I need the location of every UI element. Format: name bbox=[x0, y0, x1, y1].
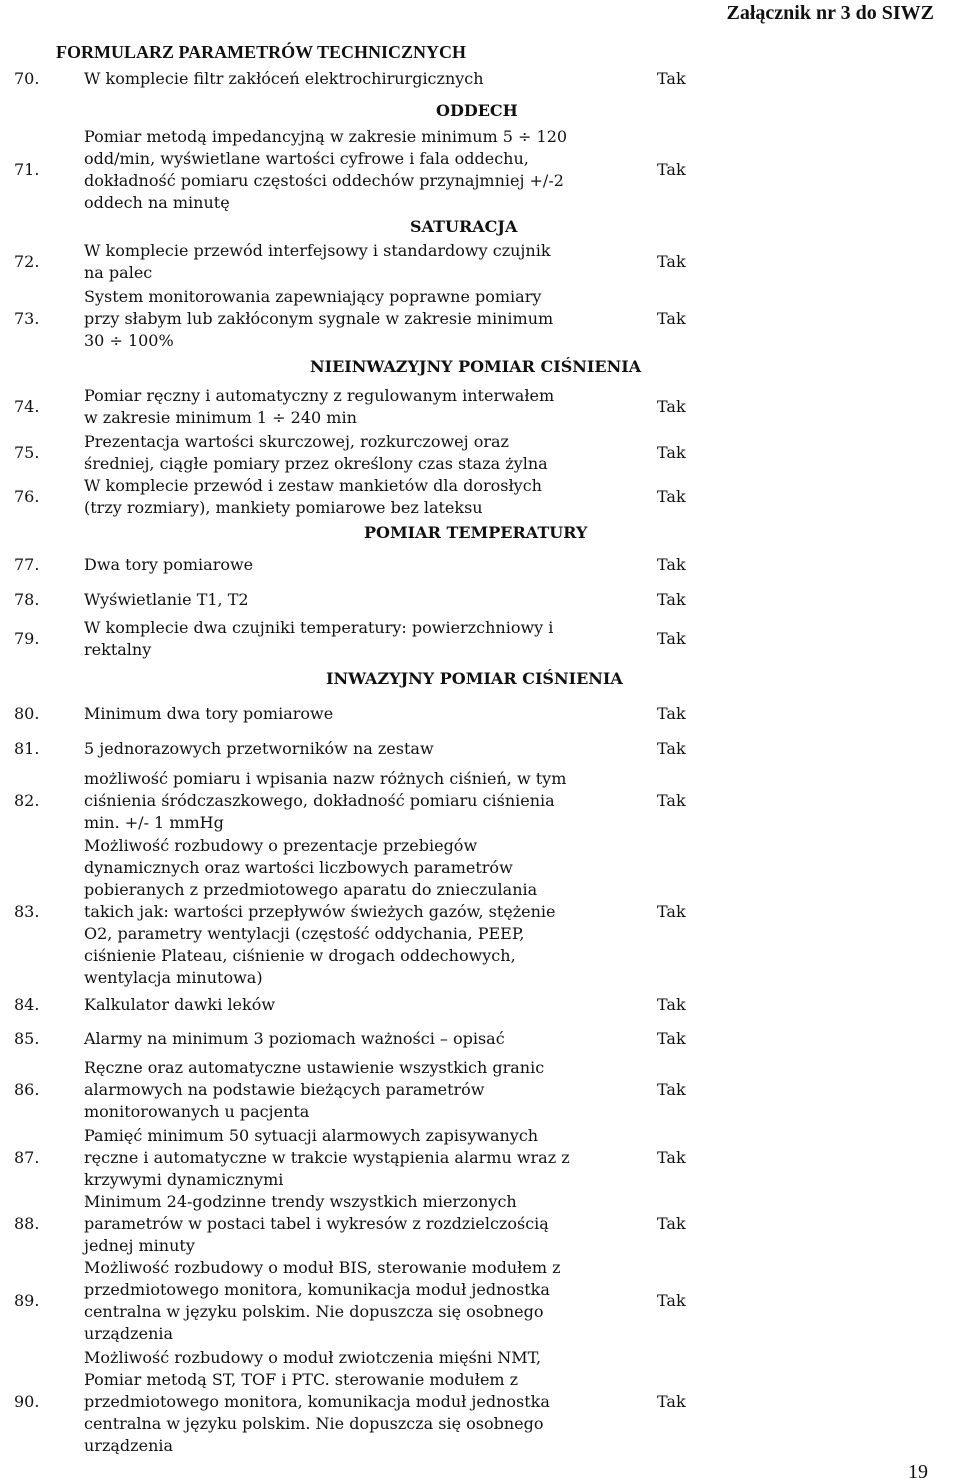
row-value: Tak bbox=[657, 555, 686, 574]
annex-title: Załącznik nr 3 do SIWZ bbox=[726, 2, 934, 24]
section-header: POMIAR TEMPERATURY bbox=[364, 523, 588, 542]
row-number: 87. bbox=[14, 1148, 40, 1167]
row-value: Tak bbox=[657, 1392, 686, 1411]
table-row bbox=[0, 240, 960, 284]
row-number: 72. bbox=[14, 252, 40, 271]
row-description: Ręczne oraz automatyczne ustawienie wszystkich granic alarmowych na podstawie bieżących parametrów monitorowanych u pacjenta bbox=[84, 1058, 545, 1121]
row-value: Tak bbox=[657, 443, 686, 462]
section-header: SATURACJA bbox=[410, 217, 518, 236]
row-number: 88. bbox=[14, 1214, 40, 1233]
table-row bbox=[0, 1256, 960, 1346]
row-value: Tak bbox=[657, 1291, 686, 1310]
table-row bbox=[0, 430, 960, 476]
table-row bbox=[0, 548, 960, 582]
row-value: Tak bbox=[657, 902, 686, 921]
table-row bbox=[0, 1190, 960, 1258]
row-description: Możliwość rozbudowy o moduł BIS, sterowanie modułem z przedmiotowego monitora, komunikacja moduł jednostka centralna w języku polskim. Nie dopuszcza się osobnego urządzenia bbox=[84, 1258, 561, 1343]
row-number: 70. bbox=[14, 69, 40, 88]
row-number: 75. bbox=[14, 443, 40, 462]
page-number: 19 bbox=[908, 1461, 928, 1483]
row-value: Tak bbox=[657, 1214, 686, 1233]
row-description: Dwa tory pomiarowe bbox=[84, 555, 254, 574]
row-description: W komplecie przewód interfejsowy i standardowy czujnik na palec bbox=[84, 241, 551, 282]
row-number: 76. bbox=[14, 487, 40, 506]
row-description: Prezentacja wartości skurczowej, rozkurczowej oraz średniej, ciągłe pomiary przez określony czas staza żylna bbox=[84, 432, 548, 473]
table-row bbox=[0, 1124, 960, 1192]
table-row bbox=[0, 616, 960, 662]
row-value: Tak bbox=[657, 309, 686, 328]
row-value: Tak bbox=[657, 1029, 686, 1048]
table-row bbox=[0, 584, 960, 616]
row-description: Minimum 24-godzinne trendy wszystkich mierzonych parametrów w postaci tabel i wykresów z rozdzielczością jednej minuty bbox=[84, 1192, 549, 1255]
section-header: INWAZYJNY POMIAR CIŚNIENIA bbox=[326, 669, 623, 688]
row-value: Tak bbox=[657, 791, 686, 810]
row-description: Pomiar ręczny i automatyczny z regulowanym interwałem w zakresie minimum 1 ÷ 240 min bbox=[84, 386, 555, 427]
row-number: 78. bbox=[14, 590, 40, 609]
row-description: Kalkulator dawki leków bbox=[84, 995, 276, 1014]
row-number: 80. bbox=[14, 704, 40, 723]
row-value: Tak bbox=[657, 1080, 686, 1099]
row-value: Tak bbox=[657, 1148, 686, 1167]
row-value: Tak bbox=[657, 69, 686, 88]
row-value: Tak bbox=[657, 704, 686, 723]
row-description: W komplecie przewód i zestaw mankietów dla dorosłych (trzy rozmiary), mankiety pomiarowe bez lateksu bbox=[84, 476, 542, 517]
row-description: Minimum dwa tory pomiarowe bbox=[84, 704, 334, 723]
row-description: Pamięć minimum 50 sytuacji alarmowych zapisywanych ręczne i automatyczne w trakcie wystąpienia alarmu wraz z krzywymi dynamicznymi bbox=[84, 1126, 570, 1189]
row-description: Możliwość rozbudowy o prezentacje przebiegów dynamicznych oraz wartości liczbowych parametrów pobieranych z przedmiotowego aparatu do znieczulania takich jak: wartości przepływów świeżych gazów, stężenie O2, parametry wentylacji (częstość oddychania, PEEP, ciśnienie Plateau, ciśnienie w drogach oddechowych, wentylacja minutowa) bbox=[84, 836, 556, 987]
table-row bbox=[0, 698, 960, 730]
row-number: 82. bbox=[14, 791, 40, 810]
row-value: Tak bbox=[657, 629, 686, 648]
row-value: Tak bbox=[657, 397, 686, 416]
row-value: Tak bbox=[657, 995, 686, 1014]
row-number: 77. bbox=[14, 555, 40, 574]
row-description: System monitorowania zapewniający poprawne pomiary przy słabym lub zakłóconym sygnale w zakresie minimum 30 ÷ 100% bbox=[84, 287, 554, 350]
row-number: 74. bbox=[14, 397, 40, 416]
table-row bbox=[0, 1346, 960, 1458]
row-number: 84. bbox=[14, 995, 40, 1014]
table-row bbox=[0, 474, 960, 520]
row-number: 85. bbox=[14, 1029, 40, 1048]
section-header: NIEINWAZYJNY POMIAR CIŚNIENIA bbox=[310, 357, 642, 376]
row-number: 86. bbox=[14, 1080, 40, 1099]
row-description: W komplecie dwa czujniki temperatury: powierzchniowy i rektalny bbox=[84, 618, 554, 659]
table-row bbox=[0, 732, 960, 766]
row-value: Tak bbox=[657, 739, 686, 758]
section-header: ODDECH bbox=[436, 101, 518, 120]
table-row bbox=[0, 988, 960, 1022]
row-value: Tak bbox=[657, 590, 686, 609]
table-row bbox=[0, 66, 960, 92]
row-number: 89. bbox=[14, 1291, 40, 1310]
row-description: Pomiar metodą impedancyjną w zakresie minimum 5 ÷ 120 odd/min, wyświetlane wartości cyfrowe i fala oddechu, dokładność pomiaru częstości oddechów przynajmniej +/-2 oddech na minutę bbox=[84, 127, 568, 212]
table-row bbox=[0, 384, 960, 430]
row-description: Wyświetlanie T1, T2 bbox=[84, 590, 249, 609]
table-row bbox=[0, 766, 960, 836]
row-number: 81. bbox=[14, 739, 40, 758]
row-description: możliwość pomiaru i wpisania nazw różnych ciśnień, w tym ciśnienia śródczaszkowego, dokładność pomiaru ciśnienia min. +/- 1 mmHg bbox=[84, 769, 567, 832]
row-value: Tak bbox=[657, 252, 686, 271]
table-row bbox=[0, 836, 960, 988]
row-value: Tak bbox=[657, 160, 686, 179]
table-row bbox=[0, 124, 960, 216]
table-row bbox=[0, 286, 960, 352]
row-number: 90. bbox=[14, 1392, 40, 1411]
table-row bbox=[0, 1056, 960, 1124]
row-description: Możliwość rozbudowy o moduł zwiotczenia mięśni NMT, Pomiar metodą ST, TOF i PTC. sterowanie modułem z przedmiotowego monitora, komunikacja moduł jednostka centralna w języku polskim. Nie dopuszcza się osobnego urządzenia bbox=[84, 1348, 550, 1455]
table-row bbox=[0, 1022, 960, 1056]
row-number: 79. bbox=[14, 629, 40, 648]
row-number: 83. bbox=[14, 902, 40, 921]
row-description: Alarmy na minimum 3 poziomach ważności – opisać bbox=[84, 1029, 505, 1048]
row-value: Tak bbox=[657, 487, 686, 506]
row-number: 71. bbox=[14, 160, 40, 179]
row-description: 5 jednorazowych przetworników na zestaw bbox=[84, 739, 434, 758]
row-description: W komplecie filtr zakłóceń elektrochirurgicznych bbox=[84, 69, 484, 88]
row-number: 73. bbox=[14, 309, 40, 328]
form-title: FORMULARZ PARAMETRÓW TECHNICZNYCH bbox=[56, 42, 467, 62]
